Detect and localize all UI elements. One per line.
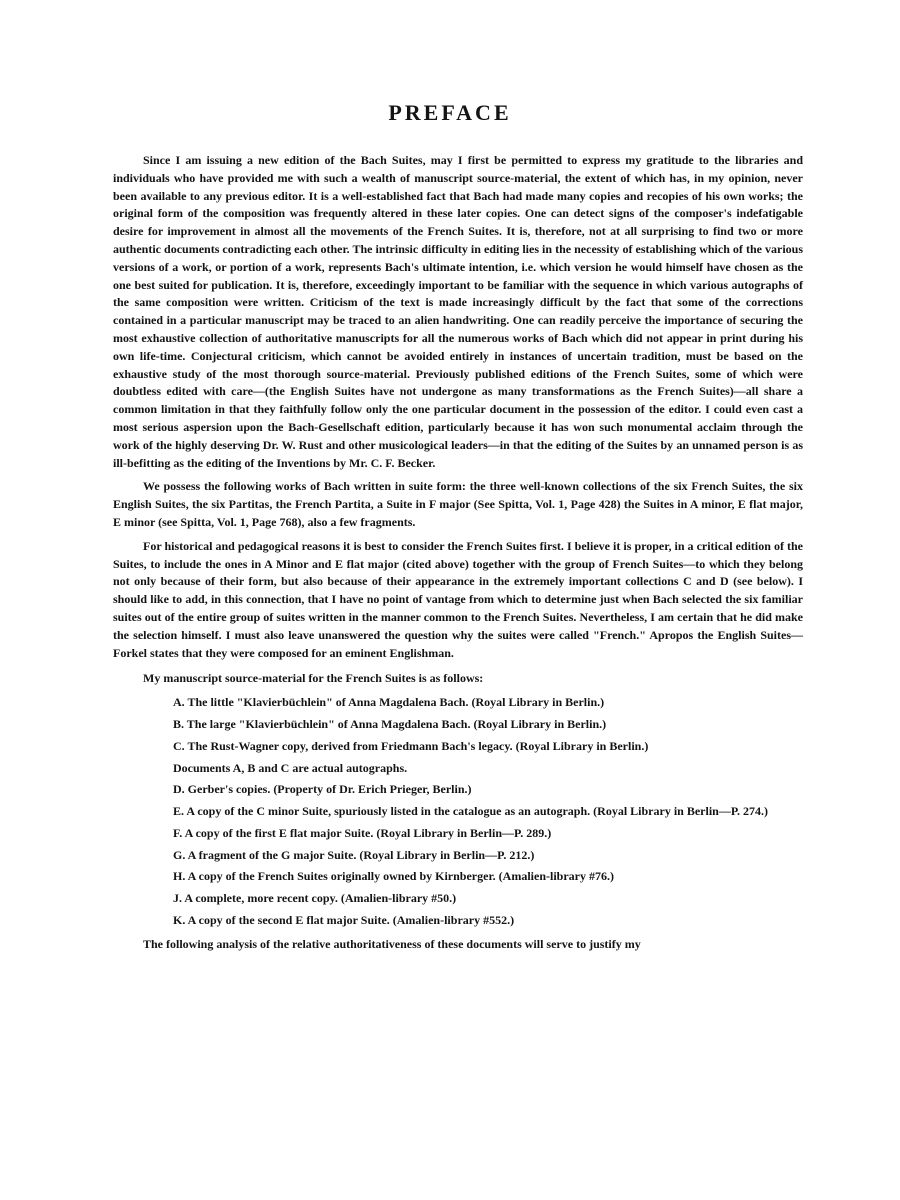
paragraph-suite-works: We possess the following works of Bach written in suite form: the three well-known collections of the six French Suites, the six English Suites, the six Partitas, the French Partita, a Suite in F major (See Spitta, Vol. 1, Page 428) the Suites in A minor, E flat major, E minor (see Spitta, Vol. 1, Page 768), also a few fragments. (113, 479, 803, 529)
source-item-h: H. A copy of the French Suites originally owned by Kirnberger. (Amalien-library #76.) (173, 869, 614, 884)
page-title: PREFACE (388, 100, 512, 125)
source-note-autographs: Documents A, B and C are actual autographs. (173, 760, 408, 775)
paragraph-french-suites: For historical and pedagogical reasons it is best to consider the French Suites first. I believe it is proper, in a critical edition of the Suites, to include the ones in A Minor and E flat major (cited above) together with the group of French Suites—to which they belong not only because of their form, but also because of their appearance in the extremely important collections C and D (see below). I should like to add, in this connection, that I have no point of vantage from which to determine just when Bach selected the six familiar suites out of the entire group of suites written in the manner common to the French Suites. Nevertheless, I am certain that he did make the selection himself. I must also leave unanswered the question why the suites were called "French." Apropos the English Suites—Forkel states that they were composed for an eminent Englishman. (113, 538, 803, 660)
source-item-a: A. The little "Klavierbüchlein" of Anna Magdalena Bach. (Royal Library in Berlin.) (173, 695, 605, 710)
preface-body (113, 152, 803, 954)
source-item-d: D. Gerber's copies. (Property of Dr. Erich Prieger, Berlin.) (173, 782, 472, 797)
source-item-b: B. The large "Klavierbüchlein" of Anna Magdalena Bach. (Royal Library in Berlin.) (173, 716, 607, 731)
closing-paragraph: The following analysis of the relative authoritativeness of these documents will serve to justify my (143, 936, 641, 951)
source-item-f: F. A copy of the first E flat major Suite. (Royal Library in Berlin—P. 289.) (173, 825, 552, 840)
source-list (113, 694, 803, 930)
source-item-c: C. The Rust-Wagner copy, derived from Friedmann Bach's legacy. (Royal Library in Berlin.) (173, 738, 649, 753)
sources-intro: My manuscript source-material for the French Suites is as follows: (143, 671, 484, 686)
paragraph-gratitude: Since I am issuing a new edition of the Bach Suites, may I first be permitted to express my gratitude to the libraries and individuals who have provided me with such a wealth of manuscript source-material, the extent of which has, in my opinion, never been available to any previous editor. It is a well-established fact that Bach had made many copies and recopies of his own works; the original form of the composition was frequently altered in these later copies. One can detect signs of the composer's indefatigable desire for improvement in almost all the movements of the French Suites. It is, therefore, not at all surprising to find two or more authentic documents contradicting each other. The intrinsic difficulty in editing lies in the necessity of establishing which of the various versions of a work, or portion of a work, represents Bach's ultimate intention, i.e. which version he would himself have chosen as the one best suited for publication. It is, therefore, exceedingly important to be familiar with the sequence in which various autographs of the same composition were written. Criticism of the text is made increasingly difficult by the fact that some of the corrections contained in a particular manuscript may be traced to an alien handwriting. One can readily perceive the importance of securing the most exhaustive collection of authoritative manuscripts for all the numerous works of Bach which did not appear in print during his own life-time. Conjectural criticism, which cannot be avoided entirely in instances of uncertain tradition, must be based on the exhaustive study of the most thorough source-material. Previously published editions of the French Suites, some of which were doubtless edited with care—(the English Suites have not undergone as many transformations as the French Suites)—all share a common limitation in that they faithfully follow only the one particular document in the possession of the editor. I could even cast a most serious aspersion upon the Bach-Gesellschaft edition, particularly because it has won such monumental acclaim through the work of the highly deserving Dr. W. Rust and other musicological leaders—in that the editing of the Suites by an unnamed person is as ill-befitting as the editing of the Inventions by Mr. C. F. Becker. (113, 153, 803, 470)
source-item-j: J. A complete, more recent copy. (Amalien-library #50.) (173, 891, 457, 906)
source-item-g: G. A fragment of the G major Suite. (Royal Library in Berlin—P. 212.) (173, 847, 535, 862)
source-item-k: K. A copy of the second E flat major Suite. (Amalien-library #552.) (173, 913, 515, 928)
source-item-e: E. A copy of the C minor Suite, spuriously listed in the catalogue as an autograph. (Royal Library in Berlin—P. 274.) (173, 804, 769, 819)
